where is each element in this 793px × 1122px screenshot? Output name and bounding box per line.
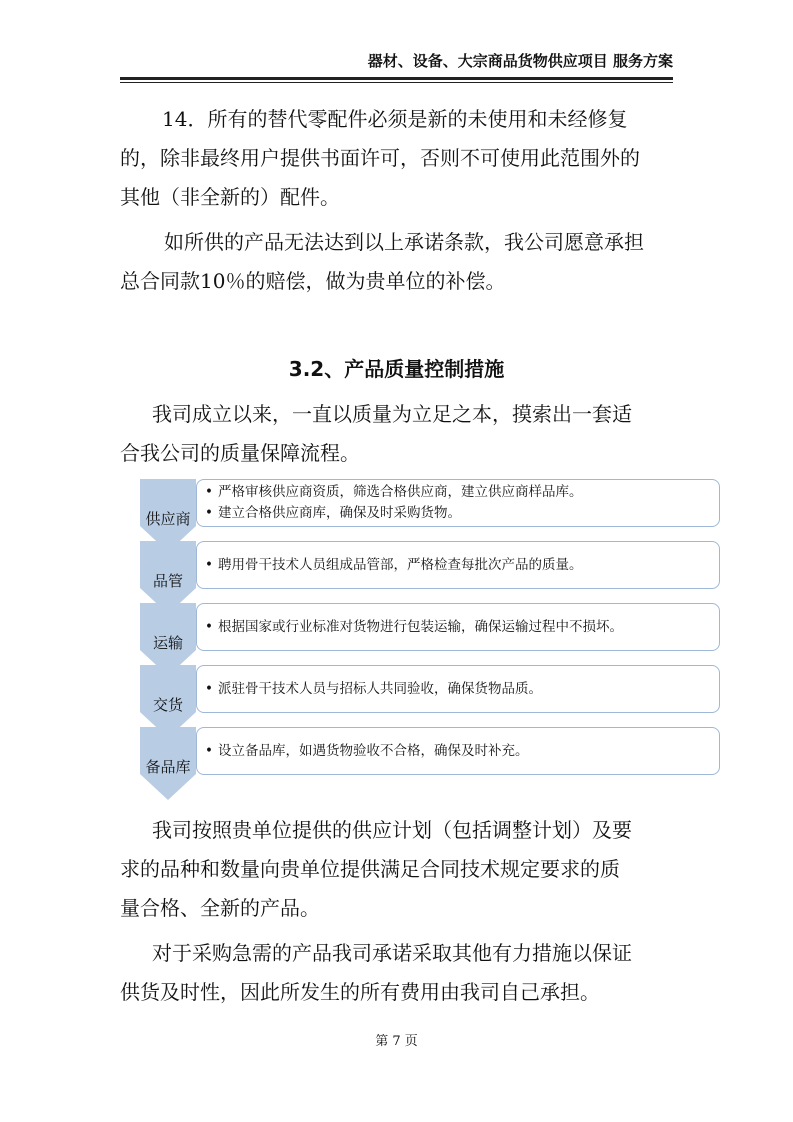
step-box-quality — [196, 541, 720, 589]
step-label-transport: 运输 — [152, 634, 183, 652]
page-number: 第 7 页 — [375, 1034, 418, 1049]
step-bullet: • 派驻骨干技术人员与招标人共同验收，确保货物品质。 — [205, 679, 711, 700]
paragraph-supply-plan — [120, 811, 680, 928]
step-bullet: • 严格审核供应商资质，筛选合格供应商，建立供应商样品库。 — [205, 482, 711, 503]
step-box-delivery — [196, 665, 720, 713]
step-label-spare-stock: 备品库 — [145, 758, 191, 776]
running-header: 器材、设备、大宗商品货物供应项目 服务方案 — [367, 52, 673, 70]
step-label-quality: 品管 — [152, 572, 183, 590]
paragraph-line: 总合同款10％的赔偿，做为贵单位的补偿。 — [120, 269, 506, 293]
paragraph-line: 求的品种和数量向贵单位提供满足合同技术规定要求的质 — [120, 857, 620, 881]
paragraph-line: 的，除非最终用户提供书面许可，否则不可使用此范围外的 — [120, 146, 640, 170]
step-box-spare-stock — [196, 727, 720, 775]
step-box-transport — [196, 603, 720, 651]
step-box-supplier — [196, 479, 720, 527]
step-label-delivery: 交货 — [152, 696, 183, 714]
step-bullet: • 设立备品库，如遇货物验收不合格，确保及时补充。 — [205, 741, 711, 762]
paragraph-line: 如所供的产品无法达到以上承诺条款，我公司愿意承担 — [164, 230, 644, 254]
step-bullet: • 建立合格供应商库，确保及时采购货物。 — [205, 503, 711, 524]
step-bullet: • 根据国家或行业标准对货物进行包装运输，确保运输过程中不损坏。 — [205, 617, 711, 638]
paragraph-line: 合我公司的质量保障流程。 — [120, 441, 360, 465]
paragraph-line: 14．所有的替代零配件必须是新的未使用和未经修复 — [162, 107, 628, 131]
paragraph-line: 量合格、全新的产品。 — [120, 896, 320, 920]
step-bullet: • 聘用骨干技术人员组成品管部，严格检查每批次产品的质量。 — [205, 555, 711, 576]
step-label-supplier: 供应商 — [145, 510, 191, 528]
paragraph-line: 我司成立以来，一直以质量为立足之本，摸索出一套适 — [152, 402, 632, 426]
paragraph-line: 我司按照贵单位提供的供应计划（包括调整计划）及要 — [152, 818, 632, 842]
paragraph-line: 对于采购急需的产品我司承诺采取其他有力措施以保证 — [152, 941, 632, 965]
paragraph-urgent-supply — [120, 934, 680, 1012]
section-title: 3.2、产品质量控制措施 — [288, 357, 505, 381]
paragraph-line: 供货及时性，因此所发生的所有费用由我司自己承担。 — [120, 980, 600, 1004]
paragraph-line: 其他（非全新的）配件。 — [120, 185, 340, 209]
